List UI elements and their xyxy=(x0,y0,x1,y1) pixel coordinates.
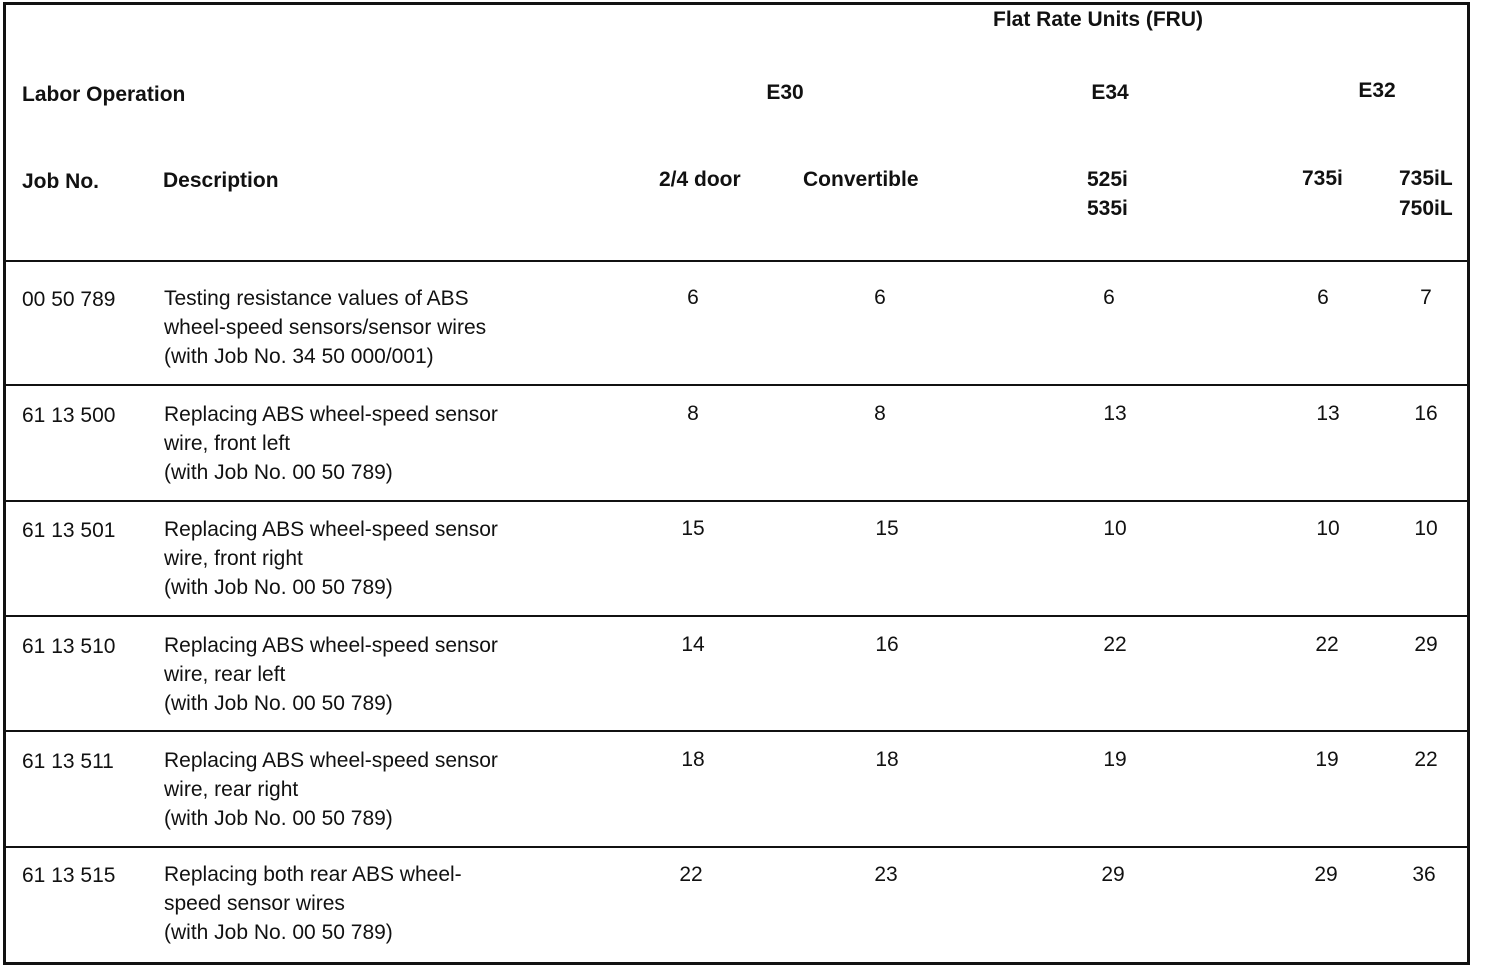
fru-value-e32-735i: 6 xyxy=(1317,286,1329,309)
job-number: 61 13 511 xyxy=(22,750,114,773)
description-line: wire, rear right xyxy=(164,778,299,801)
fru-value-e32-735il: 29 xyxy=(1414,633,1438,656)
row-divider xyxy=(3,615,1470,617)
fru-value-e30-2-4-door: 8 xyxy=(687,402,699,425)
group-e34: E34 xyxy=(1091,81,1129,104)
fru-value-e34: 22 xyxy=(1103,633,1127,656)
job-number: 61 13 501 xyxy=(22,519,116,542)
header-divider xyxy=(3,260,1470,262)
fru-value-e32-735i: 22 xyxy=(1315,633,1339,656)
description-header: Description xyxy=(163,169,279,192)
description-line: (with Job No. 00 50 789) xyxy=(164,807,393,830)
description-line: Testing resistance values of ABS xyxy=(164,287,469,310)
description-line: wheel-speed sensors/sensor wires xyxy=(164,316,487,339)
job-number: 61 13 510 xyxy=(22,635,116,658)
fru-value-e30-convertible: 18 xyxy=(875,748,899,771)
fru-value-e32-735il: 10 xyxy=(1414,517,1438,540)
description-line: wire, front left xyxy=(164,432,291,455)
description-line: (with Job No. 00 50 789) xyxy=(164,692,393,715)
description-line: Replacing ABS wheel-speed sensor xyxy=(164,634,498,657)
row-divider xyxy=(3,846,1470,848)
description-line: (with Job No. 00 50 789) xyxy=(164,461,393,484)
fru-value-e30-convertible: 23 xyxy=(874,863,898,886)
group-e32: E32 xyxy=(1358,79,1396,102)
fru-value-e34: 13 xyxy=(1103,402,1127,425)
fru-value-e32-735il: 7 xyxy=(1420,286,1432,309)
fru-value-e32-735il: 16 xyxy=(1414,402,1438,425)
row-divider xyxy=(3,730,1470,732)
subcol-750il: 750iL xyxy=(1399,197,1453,220)
fru-title: Flat Rate Units (FRU) xyxy=(993,8,1203,31)
row-divider xyxy=(3,500,1470,502)
job-number: 61 13 515 xyxy=(22,864,116,887)
fru-value-e32-735il: 22 xyxy=(1414,748,1438,771)
fru-value-e30-2-4-door: 15 xyxy=(681,517,705,540)
description-line: wire, rear left xyxy=(164,663,286,686)
fru-value-e30-2-4-door: 22 xyxy=(679,863,703,886)
fru-value-e32-735i: 29 xyxy=(1314,863,1338,886)
description-line: (with Job No. 34 50 000/001) xyxy=(164,345,434,368)
fru-value-e34: 19 xyxy=(1103,748,1127,771)
description-line: Replacing both rear ABS wheel- xyxy=(164,863,462,886)
fru-value-e34: 29 xyxy=(1101,863,1125,886)
fru-value-e30-2-4-door: 6 xyxy=(687,286,699,309)
description-line: (with Job No. 00 50 789) xyxy=(164,921,393,944)
description-line: Replacing ABS wheel-speed sensor xyxy=(164,749,498,772)
description-line: (with Job No. 00 50 789) xyxy=(164,576,393,599)
description-line: wire, front right xyxy=(164,547,303,570)
job-number: 00 50 789 xyxy=(22,288,116,311)
job-no-header: Job No. xyxy=(22,170,99,193)
description-line: Replacing ABS wheel-speed sensor xyxy=(164,403,498,426)
fru-value-e30-2-4-door: 18 xyxy=(681,748,705,771)
fru-value-e30-convertible: 15 xyxy=(875,517,899,540)
subcol-735i: 735i xyxy=(1302,167,1343,190)
fru-value-e32-735i: 19 xyxy=(1315,748,1339,771)
subcol-525i: 525i xyxy=(1087,168,1128,191)
description-line: Replacing ABS wheel-speed sensor xyxy=(164,518,498,541)
fru-value-e30-2-4-door: 14 xyxy=(681,633,705,656)
fru-value-e32-735il: 36 xyxy=(1412,863,1436,886)
fru-value-e30-convertible: 8 xyxy=(874,402,886,425)
row-divider xyxy=(3,384,1470,386)
fru-value-e34: 6 xyxy=(1103,286,1115,309)
fru-value-e32-735i: 10 xyxy=(1316,517,1340,540)
job-number: 61 13 500 xyxy=(22,404,116,427)
labor-operation-header: Labor Operation xyxy=(22,83,186,106)
subcol-735il: 735iL xyxy=(1399,167,1453,190)
fru-value-e30-convertible: 6 xyxy=(874,286,886,309)
fru-value-e34: 10 xyxy=(1103,517,1127,540)
fru-value-e30-convertible: 16 xyxy=(875,633,899,656)
subcol-535i: 535i xyxy=(1087,197,1128,220)
subcol-convertible: Convertible xyxy=(803,168,919,191)
description-line: speed sensor wires xyxy=(164,892,345,915)
subcol-2-4-door: 2/4 door xyxy=(659,168,741,191)
fru-value-e32-735i: 13 xyxy=(1316,402,1340,425)
group-e30: E30 xyxy=(766,81,804,104)
